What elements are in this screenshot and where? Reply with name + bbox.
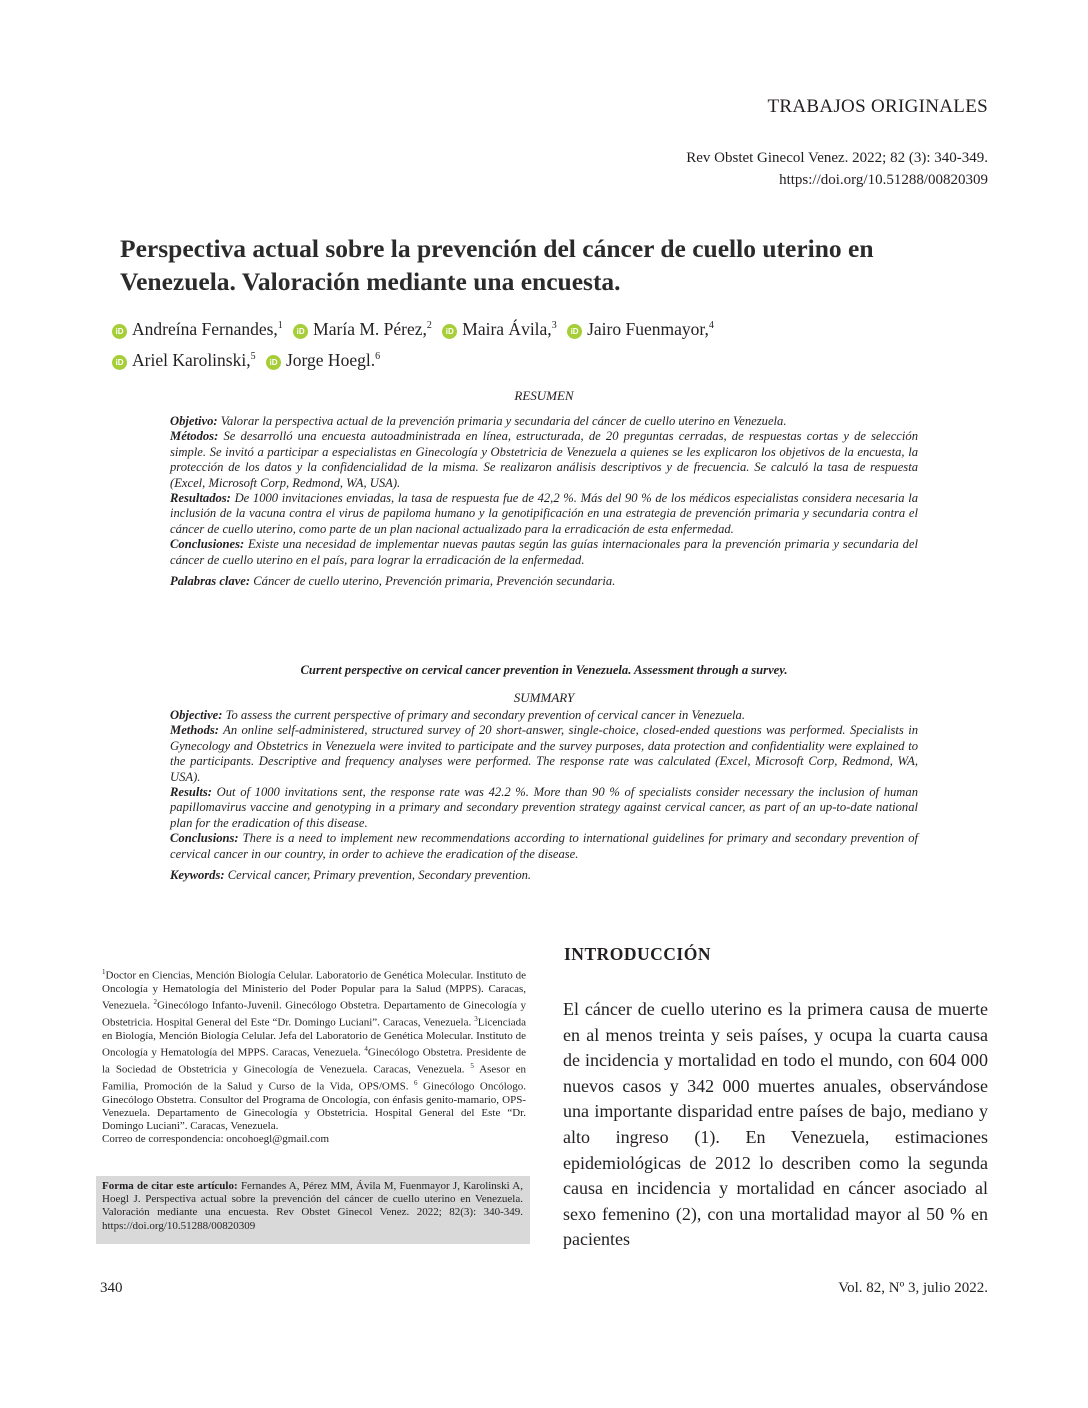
correspondence-email[interactable]: Correo de correspondencia: oncohoegl@gmail.com <box>102 1133 329 1146</box>
metodos-label: Métodos: <box>170 429 219 444</box>
resumen-metodos <box>170 429 918 491</box>
author-affiliation: 3 <box>551 320 557 331</box>
orcid-icon[interactable]: iD <box>442 324 457 339</box>
cite-as-reference: Fernandes A, Pérez MM, Ávila M, Fuenmayor J, Karolinski A, Hoegl J. Perspectiva actual sobre la prevención del cáncer de cuello uterino en Venezuela. Valoración mediante una encuesta. Rev Obstet Ginecol Venez. 2022; 82(3): 340-349. https://doi.org/10.51288/00820309 <box>102 1180 523 1232</box>
english-title: Current perspective on cervical cancer prevention in Venezuela. Assessment through a survey. <box>300 663 788 677</box>
introduction-paragraph: El cáncer de cuello uterino es la primera causa de muerte en al menos treinta y seis países, y ocupa la cuarta causa de incidencia y mortalidad en todo el mundo, con 604 000 nuevos casos y 342 000 muertes anuales, observándose una importante disparidad entre países de bajo, mediano y alto ingreso (1). En Venezuela, estimaciones epidemiológicas de 2012 lo describen como la segunda causa en incidencia y mortalidad en cáncer asociado al sexo femenino (2), con una mortalidad mayor al 50 % en pacientes <box>563 999 988 1250</box>
objective-text: To assess the current perspective of primary and secondary prevention of cervical cancer in Venezuela. <box>225 708 745 722</box>
author-item[interactable] <box>442 319 556 339</box>
author-list <box>112 312 972 374</box>
article-title: Perspectiva actual sobre la prevención del cáncer de cuello uterino en Venezuela. Valoración mediante una encuesta. <box>120 234 874 296</box>
author-name: Andreína Fernandes, <box>132 318 278 339</box>
citation-line: Rev Obstet Ginecol Venez. 2022; 82 (3): 340-349. <box>686 150 988 166</box>
author-item[interactable] <box>293 319 432 339</box>
conclusions-label: Conclusions: <box>170 831 239 846</box>
resumen-heading: RESUMEN <box>514 388 574 403</box>
palabras-text: Cáncer de cuello uterino, Prevención primaria, Prevención secundaria. <box>253 574 616 589</box>
metodos-text: Se desarrolló una encuesta autoadministrada en línea, estructurada, de 20 preguntas cerradas, de respuestas cortas y de selección simple. Se invitó a participar a especialistas en Ginecología y Obstetricia de Venezuela a quienes se les explicaron los objetivos de la encuesta, la protección de los datos y la confidencialidad de la misma. Se realizaron análisis descriptivos y de frecuencia. Se calculó la tasa de respuesta (Excel, Microsoft Corp, Redmond, WA, USA). <box>170 429 918 490</box>
orcid-icon[interactable]: iD <box>266 355 281 370</box>
resumen-palabras-clave <box>170 574 918 589</box>
conclusiones-text: Existe una necesidad de implementar nuevas pautas según las guías internacionales para la prevención primaria y secundaria del cáncer de cuello uterino en el país, para lograr la erradicación de la enfermedad. <box>170 537 918 567</box>
summary-objective <box>170 708 918 723</box>
resumen-resultados <box>170 491 918 537</box>
introduction-heading: INTRODUCCIÓN <box>564 944 711 964</box>
footnote-number: 6 <box>414 1078 418 1087</box>
affiliation-text <box>102 966 526 1133</box>
page-number: 340 <box>100 1280 123 1296</box>
orcid-icon[interactable]: iD <box>112 355 127 370</box>
footnote-text: Ginecólogo Obstetra. Presidente de la Sociedad de Obstetricia y Ginecología de Venezuela. Caracas, Venezuela. <box>102 1046 527 1076</box>
objetivo-label: Objetivo: <box>170 414 218 428</box>
author-item[interactable] <box>266 350 380 370</box>
orcid-icon[interactable]: iD <box>567 324 582 339</box>
author-affiliation: 6 <box>375 350 381 362</box>
author-item[interactable] <box>112 319 283 339</box>
author-affiliation: 5 <box>250 350 256 362</box>
orcid-icon[interactable]: iD <box>112 324 127 339</box>
summary-heading: SUMMARY <box>513 690 575 705</box>
footnote-number: 2 <box>153 998 157 1007</box>
footnote-text: Ginecólogo Oncólogo. Ginecólogo Obstetra. Consultor del Programa de Oncología, con énfasis genito-mamario, OPS-Venezuela. Departamento de Ginecología y Obstetricia. Hospital General del Este “Dr. Domingo Luciani”. Caracas, Venezuela. <box>102 1080 527 1132</box>
summary-body <box>170 708 918 883</box>
author-affiliation: 1 <box>277 320 283 331</box>
conclusiones-label: Conclusiones: <box>170 537 245 552</box>
author-item[interactable] <box>112 350 256 370</box>
volume-info: Vol. 82, Nº 3, julio 2022. <box>838 1280 988 1296</box>
footnote-text: Doctor en Ciencias, Mención Biología Celular. Laboratorio de Genética Molecular. Instituto de Oncología y Hematología del Ministerio del Poder Popular para la Salud (MPPS). Caracas, Venezuela. <box>102 969 526 1012</box>
summary-conclusions <box>170 831 918 862</box>
summary-results <box>170 785 918 831</box>
palabras-label: Palabras clave: <box>170 574 251 589</box>
keywords-text: Cervical cancer, Primary prevention, Secondary prevention. <box>227 868 532 883</box>
author-affiliation: 4 <box>708 320 714 331</box>
footnote-text: Asesor en Familia, Promoción de la Salud y Curso de la Vida, OPS/OMS. <box>102 1063 527 1093</box>
summary-methods <box>170 723 918 785</box>
cite-as-text <box>102 1180 523 1233</box>
author-name: Ariel Karolinski, <box>132 349 251 370</box>
objective-label: Objective: <box>170 708 223 722</box>
cite-as-box <box>96 1176 530 1244</box>
footnote-text: Ginecólogo Infanto-Juvenil. Ginecólogo Obstetra. Departamento de Ginecología y Obstetricia. Hospital General del Este “Dr. Domingo Luciani”. Caracas, Venezuela. <box>102 999 526 1029</box>
summary-keywords <box>170 868 918 883</box>
resumen-objetivo <box>170 414 918 429</box>
author-item[interactable] <box>567 319 714 339</box>
footnote-number: 1 <box>102 968 106 976</box>
footnote-number: 5 <box>470 1061 474 1070</box>
results-label: Results: <box>170 785 212 800</box>
resumen-body <box>170 414 918 589</box>
conclusions-text: There is a need to implement new recommendations according to international guidelines for primary and secondary prevention of cervical cancer in our country, in order to achieve the eradication of the disease. <box>170 831 918 861</box>
objetivo-text: Valorar la perspectiva actual de la prevención primaria y secundaria del cáncer de cuello uterino en Venezuela. <box>220 414 787 428</box>
doi-link[interactable]: https://doi.org/10.51288/00820309 <box>779 172 988 188</box>
resultados-text: De 1000 invitaciones enviadas, la tasa de respuesta fue de 42,2 %. Más del 90 % de los médicos especialistas considera necesaria la inclusión de la vacuna contra el virus de papiloma humano y la genotipificación en una estrategia de prevención primaria y secundaria contra el cáncer de cuello uterino, como parte de un plan nacional actualizado para la erradicación de esta enfermedad. <box>170 491 918 536</box>
methods-text: An online self-administered, structured survey of 20 short-answer, single-choice, closed-ended questions was performed. Specialists in Gynecology and Obstetrics in Venezuela were invited to participate and the survey purposes, data protection and confidentiality were explained to the participants. Descriptive and frequency analyses were performed. The response rate was calculated (Excel, Microsoft Corp, Redmond, WA, USA). <box>170 723 918 784</box>
author-affiliation: 2 <box>426 320 432 331</box>
methods-label: Methods: <box>170 723 219 738</box>
footnote-number: 4 <box>364 1044 368 1053</box>
cite-as-label: Forma de citar este artículo: <box>102 1180 238 1192</box>
orcid-icon[interactable]: iD <box>293 324 308 339</box>
affiliation-footnotes <box>102 966 526 1146</box>
resumen-conclusiones <box>170 537 918 568</box>
author-name: Maira Ávila, <box>462 318 552 339</box>
section-label: TRABAJOS ORIGINALES <box>767 96 988 117</box>
author-name: Jorge Hoegl. <box>285 349 376 370</box>
footnote-text: Licenciada en Biología, Mención Biología Celular. Jefa del Laboratorio de Genética Molecular. Instituto de Oncología y Hematología del MPPS. Caracas, Venezuela. <box>102 1016 527 1059</box>
author-name: María M. Pérez, <box>313 318 427 339</box>
resultados-label: Resultados: <box>170 491 231 506</box>
footnote-number: 3 <box>474 1014 478 1023</box>
results-text: Out of 1000 invitations sent, the response rate was 42.2 %. More than 90 % of specialists consider necessary the inclusion of human papillomavirus vaccine and genotyping in a primary and secondary prevention strategy against cervical cancer, as part of an up-to-date national plan for the eradication of this disease. <box>170 785 918 830</box>
author-name: Jairo Fuenmayor, <box>587 318 709 339</box>
keywords-label: Keywords: <box>170 868 225 883</box>
journal-citation <box>686 147 988 191</box>
